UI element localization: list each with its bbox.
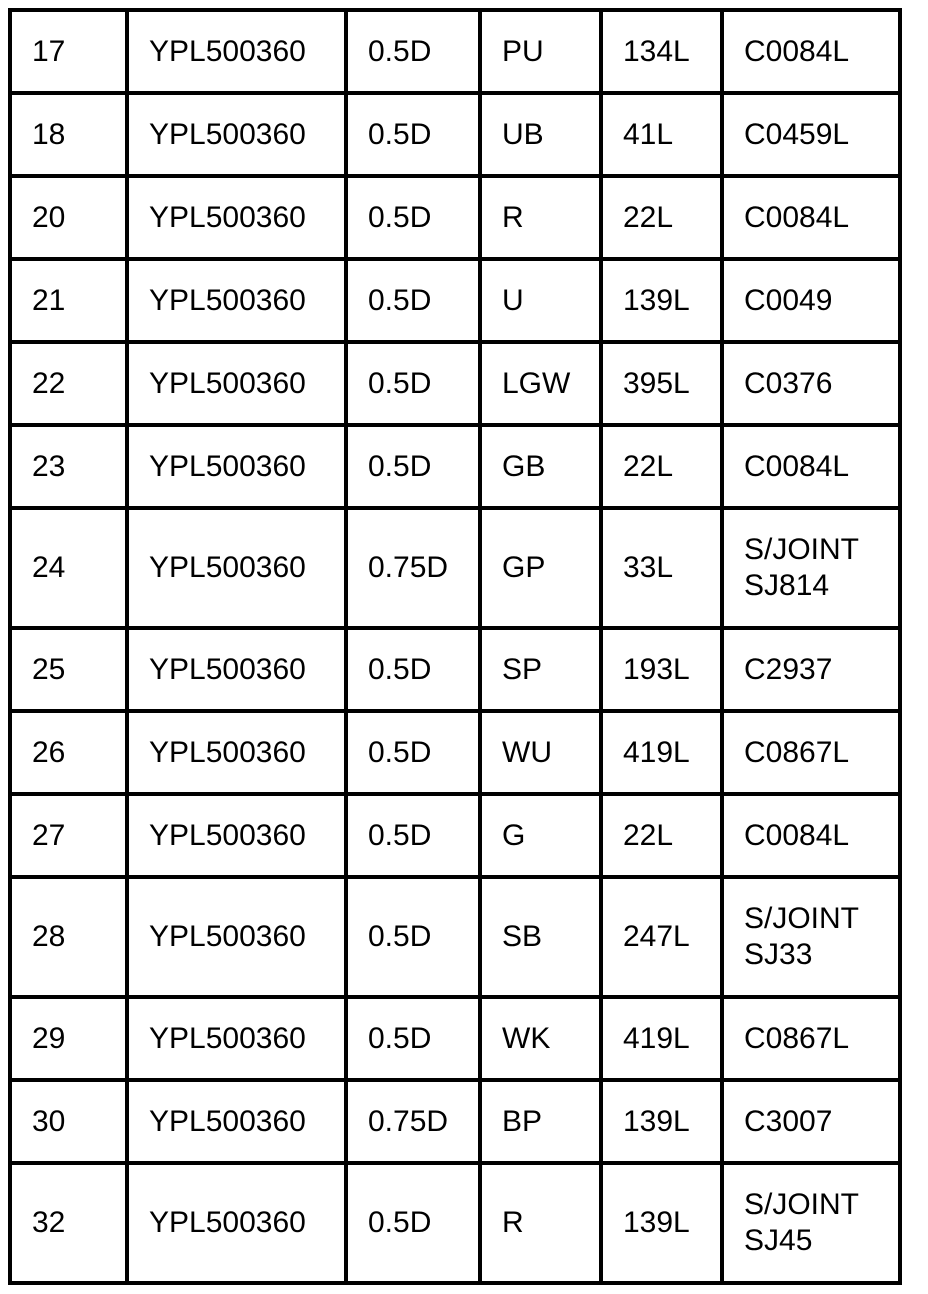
part-number-cell: YPL500360 [127, 1163, 346, 1283]
row-number-cell: 17 [10, 10, 127, 93]
connector-cell: C0084L [722, 425, 900, 508]
table-row [10, 342, 900, 425]
connector-cell: C0459L [722, 93, 900, 176]
connector-cell: C0049 [722, 259, 900, 342]
table-row [10, 877, 900, 997]
length-cell: 139L [601, 259, 722, 342]
color-code-cell: BP [480, 1080, 601, 1163]
part-number-cell: YPL500360 [127, 711, 346, 794]
part-number-cell: YPL500360 [127, 1080, 346, 1163]
wire-size-cell: 0.5D [346, 711, 480, 794]
color-code-cell: R [480, 176, 601, 259]
connector-cell: S/JOINT SJ45 [722, 1163, 900, 1283]
wire-size-cell: 0.5D [346, 794, 480, 877]
table-row [10, 997, 900, 1080]
table-row [10, 93, 900, 176]
wire-size-cell: 0.5D [346, 628, 480, 711]
color-code-cell: UB [480, 93, 601, 176]
length-cell: 22L [601, 425, 722, 508]
color-code-cell: SP [480, 628, 601, 711]
part-number-cell: YPL500360 [127, 425, 346, 508]
part-number-cell: YPL500360 [127, 342, 346, 425]
color-code-cell: R [480, 1163, 601, 1283]
length-cell: 41L [601, 93, 722, 176]
length-cell: 22L [601, 176, 722, 259]
part-number-cell: YPL500360 [127, 997, 346, 1080]
length-cell: 22L [601, 794, 722, 877]
color-code-cell: SB [480, 877, 601, 997]
length-cell: 139L [601, 1080, 722, 1163]
part-number-cell: YPL500360 [127, 794, 346, 877]
table-row [10, 259, 900, 342]
wire-size-cell: 0.5D [346, 425, 480, 508]
connector-cell: S/JOINT SJ33 [722, 877, 900, 997]
row-number-cell: 30 [10, 1080, 127, 1163]
wire-size-cell: 0.75D [346, 1080, 480, 1163]
connector-cell: C3007 [722, 1080, 900, 1163]
table-row [10, 628, 900, 711]
wire-size-cell: 0.5D [346, 342, 480, 425]
part-number-cell: YPL500360 [127, 10, 346, 93]
connector-cell: C0867L [722, 711, 900, 794]
color-code-cell: WK [480, 997, 601, 1080]
connector-cell: C2937 [722, 628, 900, 711]
part-number-cell: YPL500360 [127, 628, 346, 711]
color-code-cell: GP [480, 508, 601, 628]
row-number-cell: 29 [10, 997, 127, 1080]
length-cell: 419L [601, 997, 722, 1080]
row-number-cell: 22 [10, 342, 127, 425]
length-cell: 193L [601, 628, 722, 711]
part-number-cell: YPL500360 [127, 877, 346, 997]
row-number-cell: 21 [10, 259, 127, 342]
connector-cell: C0084L [722, 176, 900, 259]
table-row [10, 794, 900, 877]
row-number-cell: 25 [10, 628, 127, 711]
row-number-cell: 24 [10, 508, 127, 628]
row-number-cell: 20 [10, 176, 127, 259]
table-row [10, 508, 900, 628]
color-code-cell: LGW [480, 342, 601, 425]
table-row [10, 1080, 900, 1163]
length-cell: 139L [601, 1163, 722, 1283]
table-row [10, 1163, 900, 1283]
wire-size-cell: 0.5D [346, 877, 480, 997]
connector-cell: C0376 [722, 342, 900, 425]
row-number-cell: 27 [10, 794, 127, 877]
connector-cell: C0867L [722, 997, 900, 1080]
wire-size-cell: 0.5D [346, 997, 480, 1080]
wire-table [8, 8, 902, 1285]
length-cell: 395L [601, 342, 722, 425]
connector-cell: S/JOINT SJ814 [722, 508, 900, 628]
color-code-cell: GB [480, 425, 601, 508]
length-cell: 419L [601, 711, 722, 794]
part-number-cell: YPL500360 [127, 508, 346, 628]
table-row [10, 176, 900, 259]
table-row [10, 10, 900, 93]
part-number-cell: YPL500360 [127, 259, 346, 342]
length-cell: 33L [601, 508, 722, 628]
length-cell: 134L [601, 10, 722, 93]
row-number-cell: 26 [10, 711, 127, 794]
length-cell: 247L [601, 877, 722, 997]
table-row [10, 425, 900, 508]
wire-size-cell: 0.5D [346, 176, 480, 259]
wire-size-cell: 0.5D [346, 93, 480, 176]
row-number-cell: 28 [10, 877, 127, 997]
color-code-cell: U [480, 259, 601, 342]
part-number-cell: YPL500360 [127, 176, 346, 259]
color-code-cell: PU [480, 10, 601, 93]
color-code-cell: G [480, 794, 601, 877]
wire-size-cell: 0.5D [346, 1163, 480, 1283]
connector-cell: C0084L [722, 794, 900, 877]
wire-size-cell: 0.5D [346, 10, 480, 93]
wire-size-cell: 0.5D [346, 259, 480, 342]
row-number-cell: 18 [10, 93, 127, 176]
color-code-cell: WU [480, 711, 601, 794]
part-number-cell: YPL500360 [127, 93, 346, 176]
row-number-cell: 32 [10, 1163, 127, 1283]
connector-cell: C0084L [722, 10, 900, 93]
wire-size-cell: 0.75D [346, 508, 480, 628]
table-row [10, 711, 900, 794]
row-number-cell: 23 [10, 425, 127, 508]
